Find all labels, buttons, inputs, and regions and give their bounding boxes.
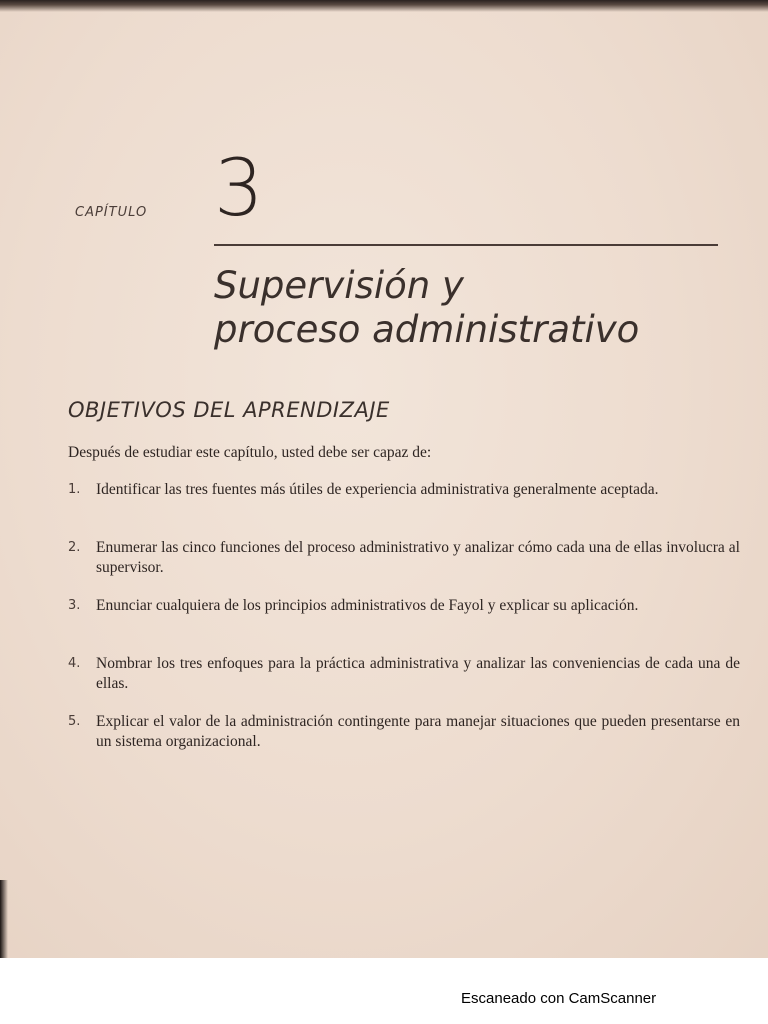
objective-item-1 [60, 480, 740, 520]
objectives-list [60, 480, 740, 770]
chapter-label: CAPÍTULO [75, 205, 148, 220]
objective-text: Nombrar los tres enfoques para la práctica administrativa y analizar las conveniencias de cada una de ellas. [96, 655, 740, 692]
chapter-title-line-2: proceso administrativo [214, 308, 640, 351]
objective-item-3 [60, 596, 740, 636]
camscanner-watermark: Escaneado con CamScanner [461, 990, 657, 1007]
objectives-intro: Después de estudiar este capítulo, usted debe ser capaz de: [68, 444, 432, 461]
objective-item-5 [60, 712, 740, 752]
scan-left-edge [0, 880, 8, 958]
objective-number: 1. [68, 482, 81, 497]
objective-text: Enunciar cualquiera de los principios administrativos de Fayol y explicar su aplicación. [96, 597, 639, 614]
scan-top-shadow [0, 0, 768, 12]
title-divider [214, 244, 718, 246]
objective-number: 3. [68, 598, 81, 613]
objective-text: Identificar las tres fuentes más útiles de experiencia administrativa generalmente aceptada. [96, 481, 659, 498]
chapter-number: 3 [214, 144, 264, 234]
objectives-heading: OBJETIVOS DEL APRENDIZAJE [68, 398, 390, 422]
chapter-title [214, 264, 734, 352]
objective-item-4 [60, 654, 740, 694]
objective-number: 2. [68, 540, 81, 555]
chapter-title-line-1: Supervisión y [214, 264, 464, 307]
objective-text: Explicar el valor de la administración contingente para manejar situaciones que pueden presentarse en un sistema organizacional. [96, 713, 740, 750]
objective-text: Enumerar las cinco funciones del proceso administrativo y analizar cómo cada una de ellas involucra al supervisor. [96, 539, 740, 576]
objective-number: 4. [68, 656, 81, 671]
objective-number: 5. [68, 714, 81, 729]
objective-item-2 [60, 538, 740, 578]
